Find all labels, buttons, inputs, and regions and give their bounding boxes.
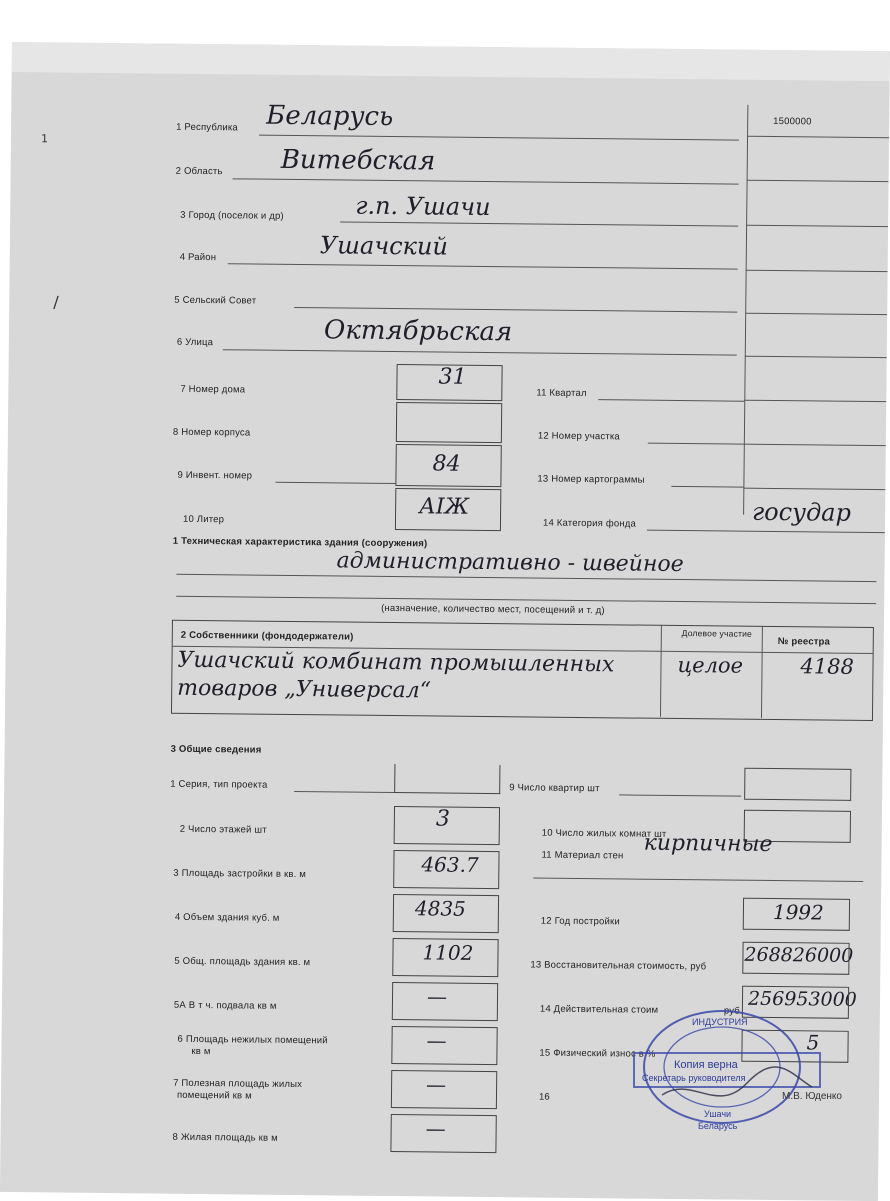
fund-value: государ xyxy=(751,497,852,527)
region-line xyxy=(233,178,739,184)
edge-mark: / xyxy=(53,292,59,312)
wear-label: 15 Физический износ в % xyxy=(539,1047,656,1060)
year-label: 12 Год постройки xyxy=(540,915,620,928)
plot-label: 12 Номер участка xyxy=(537,430,620,443)
corner-code: 1500000 xyxy=(773,115,812,128)
official-stamp xyxy=(622,1005,862,1135)
useful-value: — xyxy=(425,1072,447,1097)
stamp-line-2: Копия верна xyxy=(674,1059,738,1071)
republic-value: Беларусь xyxy=(266,100,394,132)
city-line xyxy=(340,221,738,226)
stamp-line-5: Ушачи xyxy=(704,1109,732,1119)
street-value: Октябрьская xyxy=(323,315,513,348)
rule xyxy=(746,225,888,227)
district-line xyxy=(228,263,738,269)
building-box xyxy=(396,402,502,443)
floors-value: 3 xyxy=(435,806,451,832)
general-heading: 3 Общие сведения xyxy=(170,743,262,756)
nonres-value: — xyxy=(426,1028,447,1053)
city-value: г.п. Ушачи xyxy=(355,191,491,222)
liter-label: 10 Литер xyxy=(182,513,225,526)
republic-label: 1 Республика xyxy=(176,121,238,134)
building-label: 8 Номер корпуса xyxy=(172,426,251,439)
share-value: целое xyxy=(677,653,744,678)
street-line xyxy=(223,349,737,355)
stamp-line-3: Секретарь руководителя xyxy=(642,1073,746,1083)
series-box xyxy=(394,764,500,794)
inventory-line xyxy=(275,482,395,484)
house-value: 31 xyxy=(438,364,467,390)
stamp-line-4: М.В. Юденко xyxy=(782,1091,842,1102)
nonres-label-1: 6 Площадь нежилых помещений xyxy=(177,1033,328,1047)
liter-value: АIЖ xyxy=(419,494,470,520)
region-label: 2 Область xyxy=(175,165,223,178)
cartogram-line xyxy=(671,486,743,488)
region-value: Витебская xyxy=(280,144,436,177)
owner-line-2: товаров „Универсал“ xyxy=(177,675,432,704)
house-label: 7 Номер дома xyxy=(180,383,246,396)
material-line xyxy=(533,878,863,882)
apartments-line xyxy=(619,794,741,796)
district-label: 4 Район xyxy=(179,251,217,264)
fund-line xyxy=(647,530,885,533)
district-value: Ушачский xyxy=(319,231,449,261)
city-label: 3 Город (поселок и др) xyxy=(180,209,284,222)
living-value: — xyxy=(425,1116,446,1141)
series-label: 1 Серия, тип проекта xyxy=(170,778,268,791)
actual-label: 14 Действительная стоим xyxy=(539,1003,659,1016)
republic-line xyxy=(259,135,739,141)
sheet-top-band xyxy=(12,42,890,81)
stamp-line-1: ИНДУСТРИЯ xyxy=(692,1017,748,1027)
owner-line-1: Ушачский комбинат промышленных xyxy=(177,647,615,678)
useful-label-2: помещений кв м xyxy=(176,1089,252,1102)
built-area-label: 3 Площадь застройки в кв. м xyxy=(173,867,307,881)
apartments-label: 9 Число квартир шт xyxy=(509,782,600,795)
quarter-label: 11 Квартал xyxy=(536,387,587,400)
year-value: 1992 xyxy=(772,900,824,925)
rule xyxy=(745,356,887,358)
inventory-value: 84 xyxy=(432,451,461,477)
restore-box xyxy=(742,942,849,975)
quarter-line xyxy=(598,399,744,402)
floors-label: 2 Число этажей шт xyxy=(179,823,267,836)
material-label: 11 Материал стен xyxy=(541,849,624,862)
edge-mark: 1 xyxy=(40,132,49,146)
purpose-caption: (назначение, количество мест, посещений и т. д) xyxy=(381,602,605,617)
rule xyxy=(744,444,886,446)
volume-label: 4 Объем здания куб. м xyxy=(174,911,280,924)
owners-col-registry: № реестра xyxy=(777,636,831,648)
restore-value: 268826000 xyxy=(744,943,854,967)
rule xyxy=(746,270,888,272)
volume-value: 4835 xyxy=(414,896,466,921)
street-label: 6 Улица xyxy=(176,336,214,349)
wear-value: 5 xyxy=(806,1030,820,1055)
useful-label-1: 7 Полезная площадь жилых xyxy=(173,1077,303,1091)
rule xyxy=(744,400,886,402)
actual-unit: руб xyxy=(723,1005,741,1017)
owners-col-share: Долевое участие xyxy=(681,628,753,639)
nonres-label-2: кв м xyxy=(191,1045,211,1058)
owners-col-owner: 2 Собственники (фондодержатели) xyxy=(180,629,354,643)
material-value: кирпичные xyxy=(643,830,773,858)
rule xyxy=(747,136,889,138)
council-line xyxy=(294,307,737,313)
rule xyxy=(747,180,889,182)
year-box xyxy=(743,898,850,931)
apartments-box xyxy=(744,768,851,801)
cartogram-label: 13 Номер картограммы xyxy=(537,473,645,486)
basement-value: — xyxy=(426,984,448,1009)
fund-label: 14 Категория фонда xyxy=(542,517,637,530)
purpose-line-2 xyxy=(176,596,876,604)
actual-value: 256953000 xyxy=(747,987,857,1011)
total-area-value: 1102 xyxy=(422,940,474,965)
living-label: 8 Жилая площадь кв м xyxy=(172,1131,278,1144)
total-area-label: 5 Общ. площадь здания кв. м xyxy=(174,955,311,969)
stamp-line-6: Беларусь xyxy=(698,1121,738,1131)
item16-label: 16 xyxy=(538,1091,551,1103)
built-area-value: 463.7 xyxy=(421,852,479,877)
plot-line xyxy=(648,443,744,445)
rule xyxy=(743,488,885,490)
restore-label: 13 Восстановительная стоимость, руб xyxy=(530,959,707,973)
registry-value: 4188 xyxy=(800,654,855,679)
rule xyxy=(745,313,887,315)
council-label: 5 Сельский Совет xyxy=(174,294,257,307)
technical-heading: 1 Техническая характеристика здания (сооружения) xyxy=(172,535,428,550)
series-line xyxy=(294,791,394,793)
purpose-value: административно - швейное xyxy=(336,548,684,578)
rooms-label: 10 Число жилых комнат шт xyxy=(541,827,667,840)
right-column-border xyxy=(743,105,748,515)
basement-label: 5А В т ч. подвала кв м xyxy=(173,999,277,1012)
inventory-label: 9 Инвент. номер xyxy=(177,469,253,482)
